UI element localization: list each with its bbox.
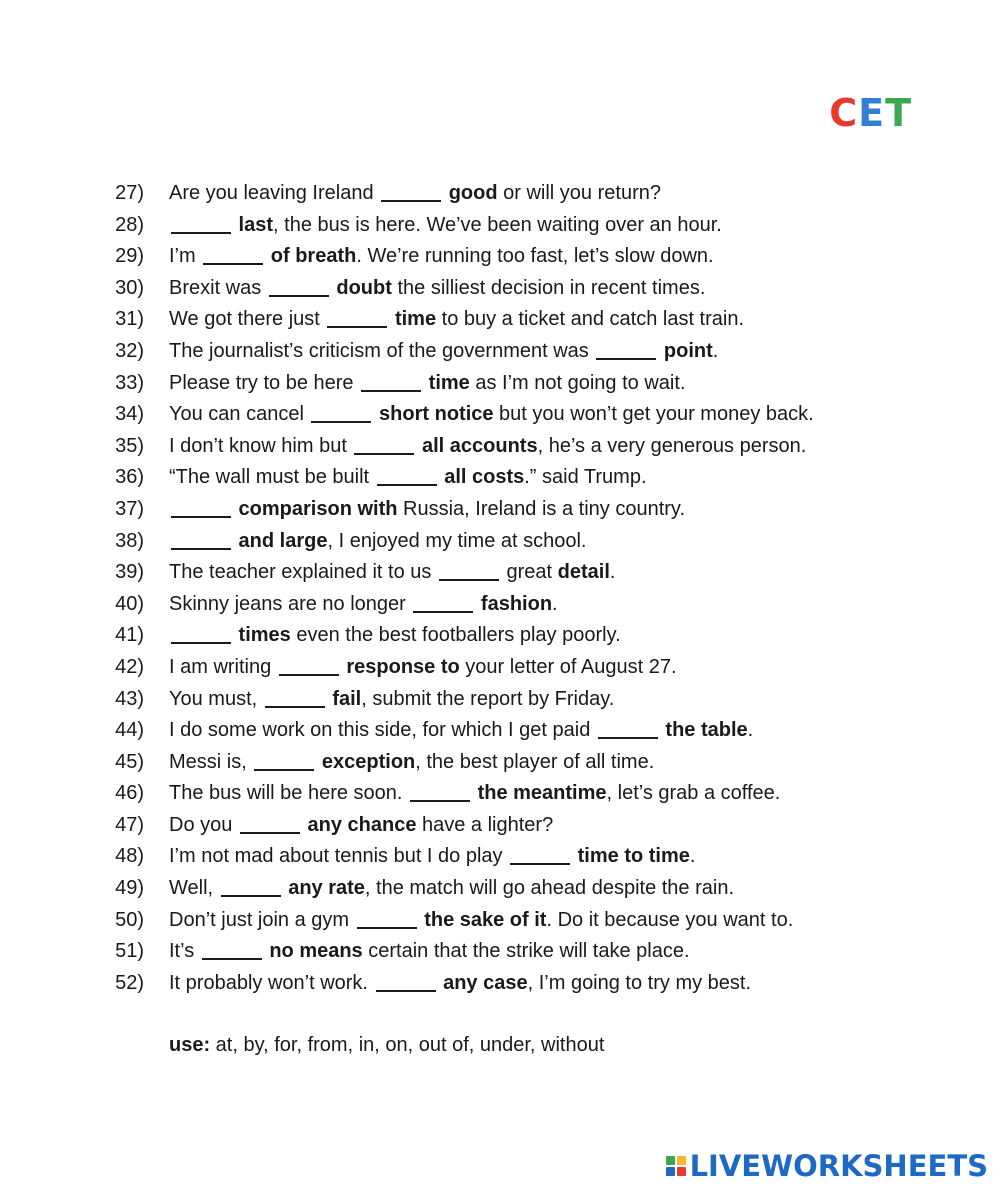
question-row	[0, 715, 1000, 747]
key-phrase: all costs	[438, 466, 525, 489]
answer-blank[interactable]	[510, 863, 570, 865]
question-text	[169, 526, 587, 558]
answer-blank[interactable]	[171, 516, 231, 518]
answer-blank[interactable]	[171, 232, 231, 234]
answer-blank[interactable]	[439, 579, 499, 581]
question-row	[0, 778, 1000, 810]
key-phrase: the meantime	[472, 782, 607, 805]
question-row	[0, 589, 1000, 621]
sentence-text: The journalist’s criticism of the government was	[169, 339, 595, 362]
sentence-text: We got there just	[169, 308, 326, 331]
question-row	[0, 620, 1000, 652]
sentence-text: .	[689, 845, 696, 868]
sentence-text: It probably won’t work.	[169, 971, 374, 994]
question-number: 43)	[115, 687, 144, 710]
question-number: 47)	[115, 813, 144, 836]
logo-letter-t: T	[885, 91, 912, 135]
question-text	[169, 241, 714, 273]
sentence-text: have a lighter?	[416, 813, 554, 836]
key-phrase: any rate	[282, 877, 365, 900]
key-phrase: response to	[340, 655, 460, 678]
answer-blank[interactable]	[410, 800, 470, 802]
sentence-text: Brexit was	[169, 276, 267, 299]
sentence-text: . We’re running too fast, let’s slow down.	[356, 245, 714, 268]
sentence-text: The teacher explained it to us	[169, 561, 437, 584]
key-phrase: of breath	[265, 245, 357, 268]
key-phrase: detail	[557, 561, 610, 584]
question-text	[169, 304, 744, 336]
key-phrase: the table	[659, 719, 748, 742]
question-number: 50)	[115, 908, 144, 931]
question-number: 35)	[115, 434, 144, 457]
question-number: 39)	[115, 561, 144, 584]
sentence-text: It’s	[169, 940, 200, 963]
question-number: 44)	[115, 719, 144, 742]
sentence-text: I am writing	[169, 655, 277, 678]
question-text	[169, 589, 558, 621]
key-phrase: good	[443, 182, 498, 204]
answer-blank[interactable]	[596, 358, 656, 360]
question-text	[169, 368, 685, 400]
question-row	[0, 841, 1000, 873]
key-phrase: any case	[437, 971, 528, 994]
key-phrase: comparison with	[233, 497, 398, 520]
question-number: 29)	[115, 245, 144, 268]
sentence-text: .” said Trump.	[524, 466, 647, 489]
sentence-text: certain that the strike will take place.	[362, 940, 690, 963]
answer-blank[interactable]	[240, 832, 300, 834]
question-text	[169, 652, 677, 684]
question-text	[169, 747, 654, 779]
cet-logo	[829, 91, 912, 135]
answer-blank[interactable]	[202, 958, 262, 960]
sentence-text: You must,	[169, 687, 263, 710]
question-number: 52)	[115, 971, 144, 994]
answer-blank[interactable]	[171, 548, 231, 550]
question-number: 38)	[115, 529, 144, 552]
sentence-text: , I enjoyed my time at school.	[327, 529, 587, 552]
key-phrase: fashion	[475, 592, 553, 615]
liveworksheets-brand: LIVEWORKSHEETS	[689, 1149, 988, 1183]
sentence-text: Well,	[169, 877, 219, 900]
question-text	[169, 178, 661, 210]
question-text	[169, 336, 718, 368]
question-text	[169, 431, 806, 463]
sentence-text: , I’m going to try my best.	[527, 971, 752, 994]
sentence-text: I’m	[169, 245, 202, 268]
sentence-text: .	[747, 719, 754, 742]
question-text	[169, 873, 734, 905]
sentence-text: I do some work on this side, for which I get paid	[169, 719, 596, 742]
sentence-text: as I’m not going to wait.	[469, 371, 686, 394]
sentence-text: the silliest decision in recent times.	[391, 276, 706, 299]
answer-blank[interactable]	[361, 390, 421, 392]
question-row	[0, 210, 1000, 242]
logo-square	[677, 1156, 686, 1165]
key-phrase: time	[389, 308, 437, 331]
answer-blank[interactable]	[279, 674, 339, 676]
question-text	[169, 810, 553, 842]
answer-blank[interactable]	[381, 200, 441, 202]
logo-letter-e: E	[858, 91, 886, 135]
question-number: 34)	[115, 403, 144, 426]
question-row	[0, 968, 1000, 1000]
sentence-text: “The wall must be built	[169, 466, 375, 489]
key-phrase: time	[423, 371, 470, 394]
question-row	[0, 336, 1000, 368]
question-text	[169, 778, 780, 810]
question-text	[169, 905, 793, 937]
answer-blank[interactable]	[377, 484, 437, 486]
sentence-text: .	[712, 339, 719, 362]
question-number: 28)	[115, 213, 144, 236]
answer-blank[interactable]	[311, 421, 371, 423]
liveworksheets-logo-icon	[666, 1156, 686, 1176]
question-row	[0, 431, 1000, 463]
sentence-text: your letter of August 27.	[459, 655, 677, 678]
sentence-text: even the best footballers play poorly.	[290, 624, 621, 647]
question-number: 31)	[115, 308, 144, 331]
question-number: 33)	[115, 371, 144, 394]
sentence-text: .	[609, 561, 616, 584]
question-text	[169, 462, 647, 494]
word-bank	[169, 1030, 604, 1060]
question-text	[169, 620, 621, 652]
question-number: 42)	[115, 655, 144, 678]
logo-square	[677, 1167, 686, 1176]
question-number: 46)	[115, 782, 144, 805]
answer-blank[interactable]	[598, 737, 658, 739]
sentence-text: Are you leaving Ireland	[169, 182, 380, 204]
sentence-text: , the bus is here. We’ve been waiting over an hour.	[273, 213, 722, 236]
question-row	[0, 494, 1000, 526]
question-row	[0, 241, 1000, 273]
question-row	[0, 936, 1000, 968]
question-number: 48)	[115, 845, 144, 868]
question-text	[169, 684, 614, 716]
question-number: 32)	[115, 339, 144, 362]
question-list	[0, 178, 1000, 999]
sentence-text: .	[552, 592, 558, 615]
question-number: 51)	[115, 940, 144, 963]
sentence-text: I don’t know him but	[169, 434, 353, 457]
question-text	[169, 399, 814, 431]
question-number: 30)	[115, 276, 144, 299]
answer-blank[interactable]	[203, 263, 263, 265]
question-number: 36)	[115, 466, 144, 489]
key-phrase: exception	[316, 750, 416, 773]
key-phrase: and large	[233, 529, 328, 552]
key-phrase: short notice	[373, 403, 494, 426]
question-number: 45)	[115, 750, 144, 773]
answer-blank[interactable]	[413, 611, 473, 613]
sentence-text: but you won’t get your money back.	[493, 403, 814, 426]
sentence-text: The bus will be here soon.	[169, 782, 409, 805]
key-phrase: point	[658, 339, 713, 362]
sentence-text: , he’s a very generous person.	[537, 434, 807, 457]
question-text	[169, 968, 751, 1000]
key-phrase: all accounts	[416, 434, 538, 457]
question-text	[169, 557, 615, 589]
key-phrase: no means	[263, 940, 363, 963]
key-phrase: doubt	[330, 276, 392, 299]
answer-blank[interactable]	[376, 990, 436, 992]
question-row	[0, 557, 1000, 589]
question-number: 49)	[115, 877, 144, 900]
question-row	[0, 747, 1000, 779]
question-row	[0, 684, 1000, 716]
question-text	[169, 273, 705, 305]
liveworksheets-footer	[666, 1146, 988, 1186]
question-row	[0, 368, 1000, 400]
sentence-text: Do you	[169, 813, 238, 836]
question-row	[0, 526, 1000, 558]
question-row	[0, 273, 1000, 305]
key-phrase: fail	[326, 687, 362, 710]
question-row	[0, 178, 1000, 210]
sentence-text: Skinny jeans are no longer	[169, 592, 412, 615]
answer-blank[interactable]	[354, 453, 414, 455]
answer-blank[interactable]	[269, 295, 329, 297]
sentence-text: You can cancel	[169, 403, 310, 426]
sentence-text: Russia, Ireland is a tiny country.	[397, 497, 685, 520]
question-row	[0, 652, 1000, 684]
question-number: 41)	[115, 624, 144, 647]
sentence-text: great	[500, 561, 558, 584]
answer-blank[interactable]	[171, 642, 231, 644]
question-row	[0, 810, 1000, 842]
answer-blank[interactable]	[254, 769, 314, 771]
sentence-text: to buy a ticket and catch last train.	[436, 308, 745, 331]
question-row	[0, 462, 1000, 494]
question-text	[169, 210, 722, 242]
question-text	[169, 715, 753, 747]
question-number: 27)	[115, 182, 144, 204]
sentence-text: , submit the report by Friday.	[361, 687, 615, 710]
sentence-text: , the best player of all time.	[415, 750, 655, 773]
sentence-text: , let’s grab a coffee.	[606, 782, 781, 805]
logo-square	[666, 1156, 675, 1165]
question-number: 37)	[115, 497, 144, 520]
answer-blank[interactable]	[221, 895, 281, 897]
question-row	[0, 399, 1000, 431]
key-phrase: times	[233, 624, 291, 647]
question-row	[0, 304, 1000, 336]
logo-square	[666, 1167, 675, 1176]
key-phrase: the sake of it	[418, 908, 547, 931]
sentence-text: or will you return?	[497, 182, 661, 204]
logo-letter-c: C	[829, 91, 859, 135]
sentence-text: Please try to be here	[169, 371, 360, 394]
word-bank-words: at, by, for, from, in, on, out of, under, without	[210, 1034, 605, 1056]
answer-blank[interactable]	[265, 706, 325, 708]
sentence-text: Don’t just join a gym	[169, 908, 355, 931]
sentence-text: Messi is,	[169, 750, 253, 773]
answer-blank[interactable]	[327, 326, 387, 328]
answer-blank[interactable]	[357, 927, 417, 929]
question-text	[169, 494, 685, 526]
key-phrase: time to time	[572, 845, 690, 868]
key-phrase: any chance	[301, 813, 417, 836]
key-phrase: last	[233, 213, 274, 236]
sentence-text: , the match will go ahead despite the rain.	[364, 877, 735, 900]
question-number: 40)	[115, 592, 144, 615]
word-bank-label: use:	[169, 1034, 211, 1056]
question-text	[169, 936, 690, 968]
sentence-text: . Do it because you want to.	[546, 908, 794, 931]
sentence-text: I’m not mad about tennis but I do play	[169, 845, 509, 868]
question-row	[0, 905, 1000, 937]
question-row	[0, 873, 1000, 905]
question-text	[169, 841, 695, 873]
